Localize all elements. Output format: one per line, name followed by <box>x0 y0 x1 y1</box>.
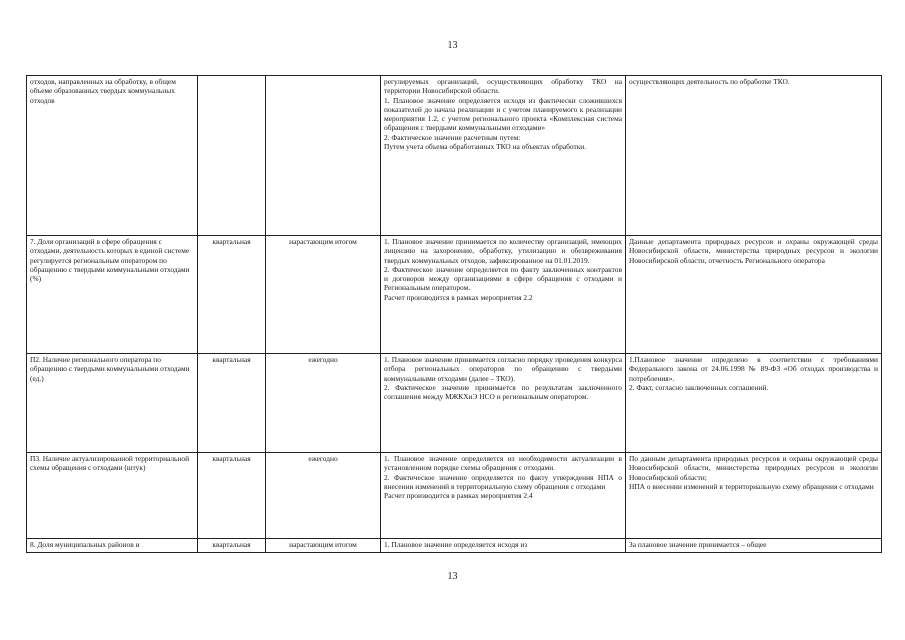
calculation-cell <box>381 539 626 553</box>
periodicity-cell: квартальная <box>198 539 266 553</box>
periodicity-cell <box>198 76 266 236</box>
page-number-top: 13 <box>447 40 458 51</box>
periodicity-cell: квартальная <box>198 354 266 453</box>
calculation-paragraph: 2. Фактическое значение расчетным путем: <box>384 132 521 142</box>
source-paragraph: НПА о внесении изменений в территориальную схему обращения с отходами <box>629 481 874 491</box>
calculation-cell <box>381 76 626 236</box>
table-row <box>27 354 882 453</box>
calculation-paragraph: регулируемых организаций, осуществляющих обработку ТКО на территории Новосибирской области. <box>384 77 622 96</box>
calculation-paragraph: Расчет производится в рамках мероприятия 2.4 <box>384 491 533 501</box>
calculation-paragraph: 2. Фактическое значение принимается по результатам заключенного соглашения между МЖКХиЭ НСО и региональным оператором. <box>384 382 622 402</box>
calculation-cell <box>381 453 626 539</box>
source-paragraph: 2. Факт, согласно заключенных соглашений. <box>629 382 769 392</box>
source-paragraph: Данные департамента природных ресурсов и охраны окружающей среды Новосибирской области, министерства природных ресурсов и экологии Новосибирской области, отчетность Регионального оператора <box>629 237 878 265</box>
calculation-cell <box>381 354 626 453</box>
indicator-name-cell: отходов, направленных на обработку, в общем объеме образованных твердых коммунальных отходов <box>27 76 198 236</box>
source-paragraph: По данным департамента природных ресурсов и охраны окружающей среды Новосибирской области, министерства природных ресурсов и экологии Новосибирской области; <box>629 454 878 482</box>
calculation-paragraph: 1. Плановое значение определяется исходя из <box>384 540 528 549</box>
calculation-paragraph: Расчет производится в рамках мероприятия 2.2 <box>384 292 533 302</box>
source-cell <box>626 236 882 354</box>
indicator-name-cell: П2. Наличие регионального оператора по обращению с твердыми коммунальными отходами (ед.) <box>27 354 198 453</box>
calculation-paragraph: 1. Плановое значение принимается согласно порядку проведения конкурса отбора региональных операторов по обращению с твердыми коммунальными отходами (далее – ТКО). <box>384 355 622 383</box>
table-row <box>27 453 882 539</box>
indicator-name-cell: 7. Доля организаций в сфере обращения с отходами, деятельность которых в единой системе регулируется региональным оператором по обращению с твердыми коммунальными отходами (%) <box>27 236 198 354</box>
indicator-name-cell: П3. Наличие актуализированной территориальной схемы обращения с отходами (штук) <box>27 453 198 539</box>
calculation-cell <box>381 236 626 354</box>
method-cell: ежегодно <box>266 453 381 539</box>
table-row <box>27 76 882 236</box>
table-row <box>27 236 882 354</box>
calculation-paragraph: 2. Фактическое значение определяется по факту утверждения НПА о внесении изменений в территориальную схему обращения с отходами <box>384 472 622 491</box>
method-cell: ежегодно <box>266 354 381 453</box>
periodicity-cell: квартальная <box>198 236 266 354</box>
method-cell: нарастающим итогом <box>266 236 381 354</box>
source-paragraph: осуществляющих деятельность по обработке ТКО. <box>629 77 790 86</box>
calculation-paragraph: 2. Фактическое значение определяется по факту заключенных контрактов и договоров между организациями в сфере обращения с отходами и Региональным оператором. <box>384 264 622 293</box>
source-cell <box>626 76 882 236</box>
method-cell: нарастающим итогом <box>266 539 381 553</box>
page-number-bottom: 13 <box>447 571 458 582</box>
method-cell <box>266 76 381 236</box>
periodicity-cell: квартальная <box>198 453 266 539</box>
calculation-paragraph: Путем учета объема обработанных ТКО на объектах обработки. <box>384 142 587 152</box>
indicator-name-cell: 8. Доля муниципальных районов и <box>27 539 198 553</box>
source-cell <box>626 453 882 539</box>
table-row <box>27 539 882 553</box>
source-paragraph: За плановое значение принимается – общее <box>629 540 767 549</box>
indicators-table <box>26 75 882 553</box>
calculation-paragraph: 1. Плановое значение определяется исходя из фактически сложившихся показателей до начала реализации и с учетом планируемого к реализации мероприятия 1.2, с учетом регионального проекта «Комплексная система обращения с твердыми коммунальными отходами» <box>384 95 622 133</box>
calculation-paragraph: 1. Плановое значение определяется из необходимости актуализации в установленном порядке схемы обращения с отходами. <box>384 454 622 473</box>
source-paragraph: 1.Плановое значение определено в соответствии с требованиями Федерального закона от 24.06.1998 № 89-ФЗ «Об отходах производства и потребления». <box>629 355 878 383</box>
source-cell <box>626 354 882 453</box>
source-cell <box>626 539 882 553</box>
calculation-paragraph: 1. Плановое значение принимается по количеству организаций, имеющих лицензию на захоронение, обработку, утилизацию и обезвреживания твердых коммунальных отходов, зафиксированное на 01.01.2019. <box>384 237 622 265</box>
